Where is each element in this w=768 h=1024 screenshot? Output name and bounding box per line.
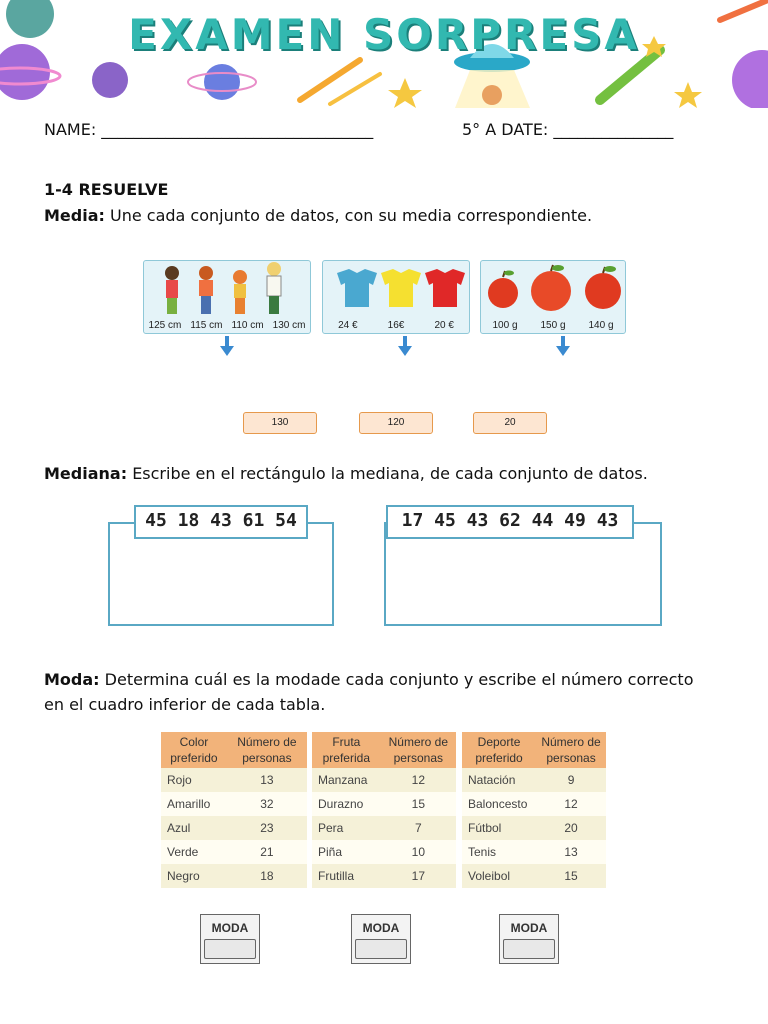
media-set-heights [143,260,311,334]
table-row: Tenis 13 [462,840,606,864]
moda-text: Determina cuál es la modade cada conjunto y escribe el número correcto [104,670,694,689]
page-title: EXAMEN SORPRESA [128,10,640,59]
table-row: Amarillo 32 [161,792,307,816]
table-row: Azul 23 [161,816,307,840]
section-heading: 1-4 RESUELVE [44,180,169,199]
table-row: Verde 21 [161,840,307,864]
apples-icon [481,261,625,319]
table-row: Negro 18 [161,864,307,888]
column-header: Número de personas [536,732,606,768]
media-answer-box[interactable]: 130 [243,412,317,434]
price-value: 24 € [338,320,358,331]
price-value: 16€ [387,320,405,331]
arrow-down-icon [220,336,234,356]
name-field[interactable]: NAME: __________________________________ [44,120,374,139]
moda-box-label: MODA [211,921,249,935]
media-set-prices [322,260,470,334]
height-value: 110 cm [231,320,264,331]
table-row: Rojo 13 [161,768,307,792]
moda-answer-box[interactable] [499,914,559,964]
moda-answer-box[interactable] [200,914,260,964]
weight-value: 140 g [588,320,614,331]
weight-value: 100 g [492,320,518,331]
moda-answer-field[interactable] [204,939,256,959]
tshirts-icon [323,261,469,319]
moda-instruction [44,670,693,689]
column-header: Fruta preferida [312,732,381,768]
table-row: Pera 7 [312,816,456,840]
moda-table-fruit [312,732,456,888]
arrow-down-icon [556,336,570,356]
header-banner [0,0,768,108]
mediana-text: Escribe en el rectángulo la mediana, de cada conjunto de datos. [132,464,648,483]
mediana-data-set: 45 18 43 61 54 [134,505,308,539]
table-row: Frutilla 17 [312,864,456,888]
mediana-data-set: 17 45 43 62 44 49 43 [386,505,634,539]
moda-label: Moda: [44,670,100,689]
column-header: Color preferido [161,732,227,768]
weight-value: 150 g [540,320,566,331]
grade-date-field[interactable]: 5° A DATE: _______________ [462,120,674,139]
table-row: Durazno 15 [312,792,456,816]
moda-table-sport [462,732,606,888]
moda-box-label: MODA [510,921,548,935]
height-value: 125 cm [148,320,182,331]
moda-table-color [161,732,307,888]
children-icon [144,261,310,319]
moda-answer-box[interactable] [351,914,411,964]
moda-answer-field[interactable] [503,939,555,959]
table-row: Baloncesto 12 [462,792,606,816]
media-instruction [44,206,592,225]
media-set-weights [480,260,626,334]
price-value: 20 € [434,320,454,331]
moda-answer-field[interactable] [355,939,407,959]
moda-box-label: MODA [362,921,400,935]
column-header: Número de personas [227,732,307,768]
arrow-down-icon [398,336,412,356]
table-row: Piña 10 [312,840,456,864]
media-label: Media: [44,206,105,225]
table-row: Fútbol 20 [462,816,606,840]
mediana-instruction [44,464,648,483]
table-row: Natación 9 [462,768,606,792]
height-value: 115 cm [190,320,223,331]
column-header: Deporte preferido [462,732,536,768]
media-answer-box[interactable]: 20 [473,412,547,434]
media-answer-box[interactable]: 120 [359,412,433,434]
media-text: Une cada conjunto de datos, con su media correspondiente. [110,206,593,225]
moda-instruction-line2: en el cuadro inferior de cada tabla. [44,695,326,714]
table-row: Manzana 12 [312,768,456,792]
table-row: Voleibol 15 [462,864,606,888]
column-header: Número de personas [381,732,456,768]
height-value: 130 cm [272,320,306,331]
mediana-label: Mediana: [44,464,128,483]
